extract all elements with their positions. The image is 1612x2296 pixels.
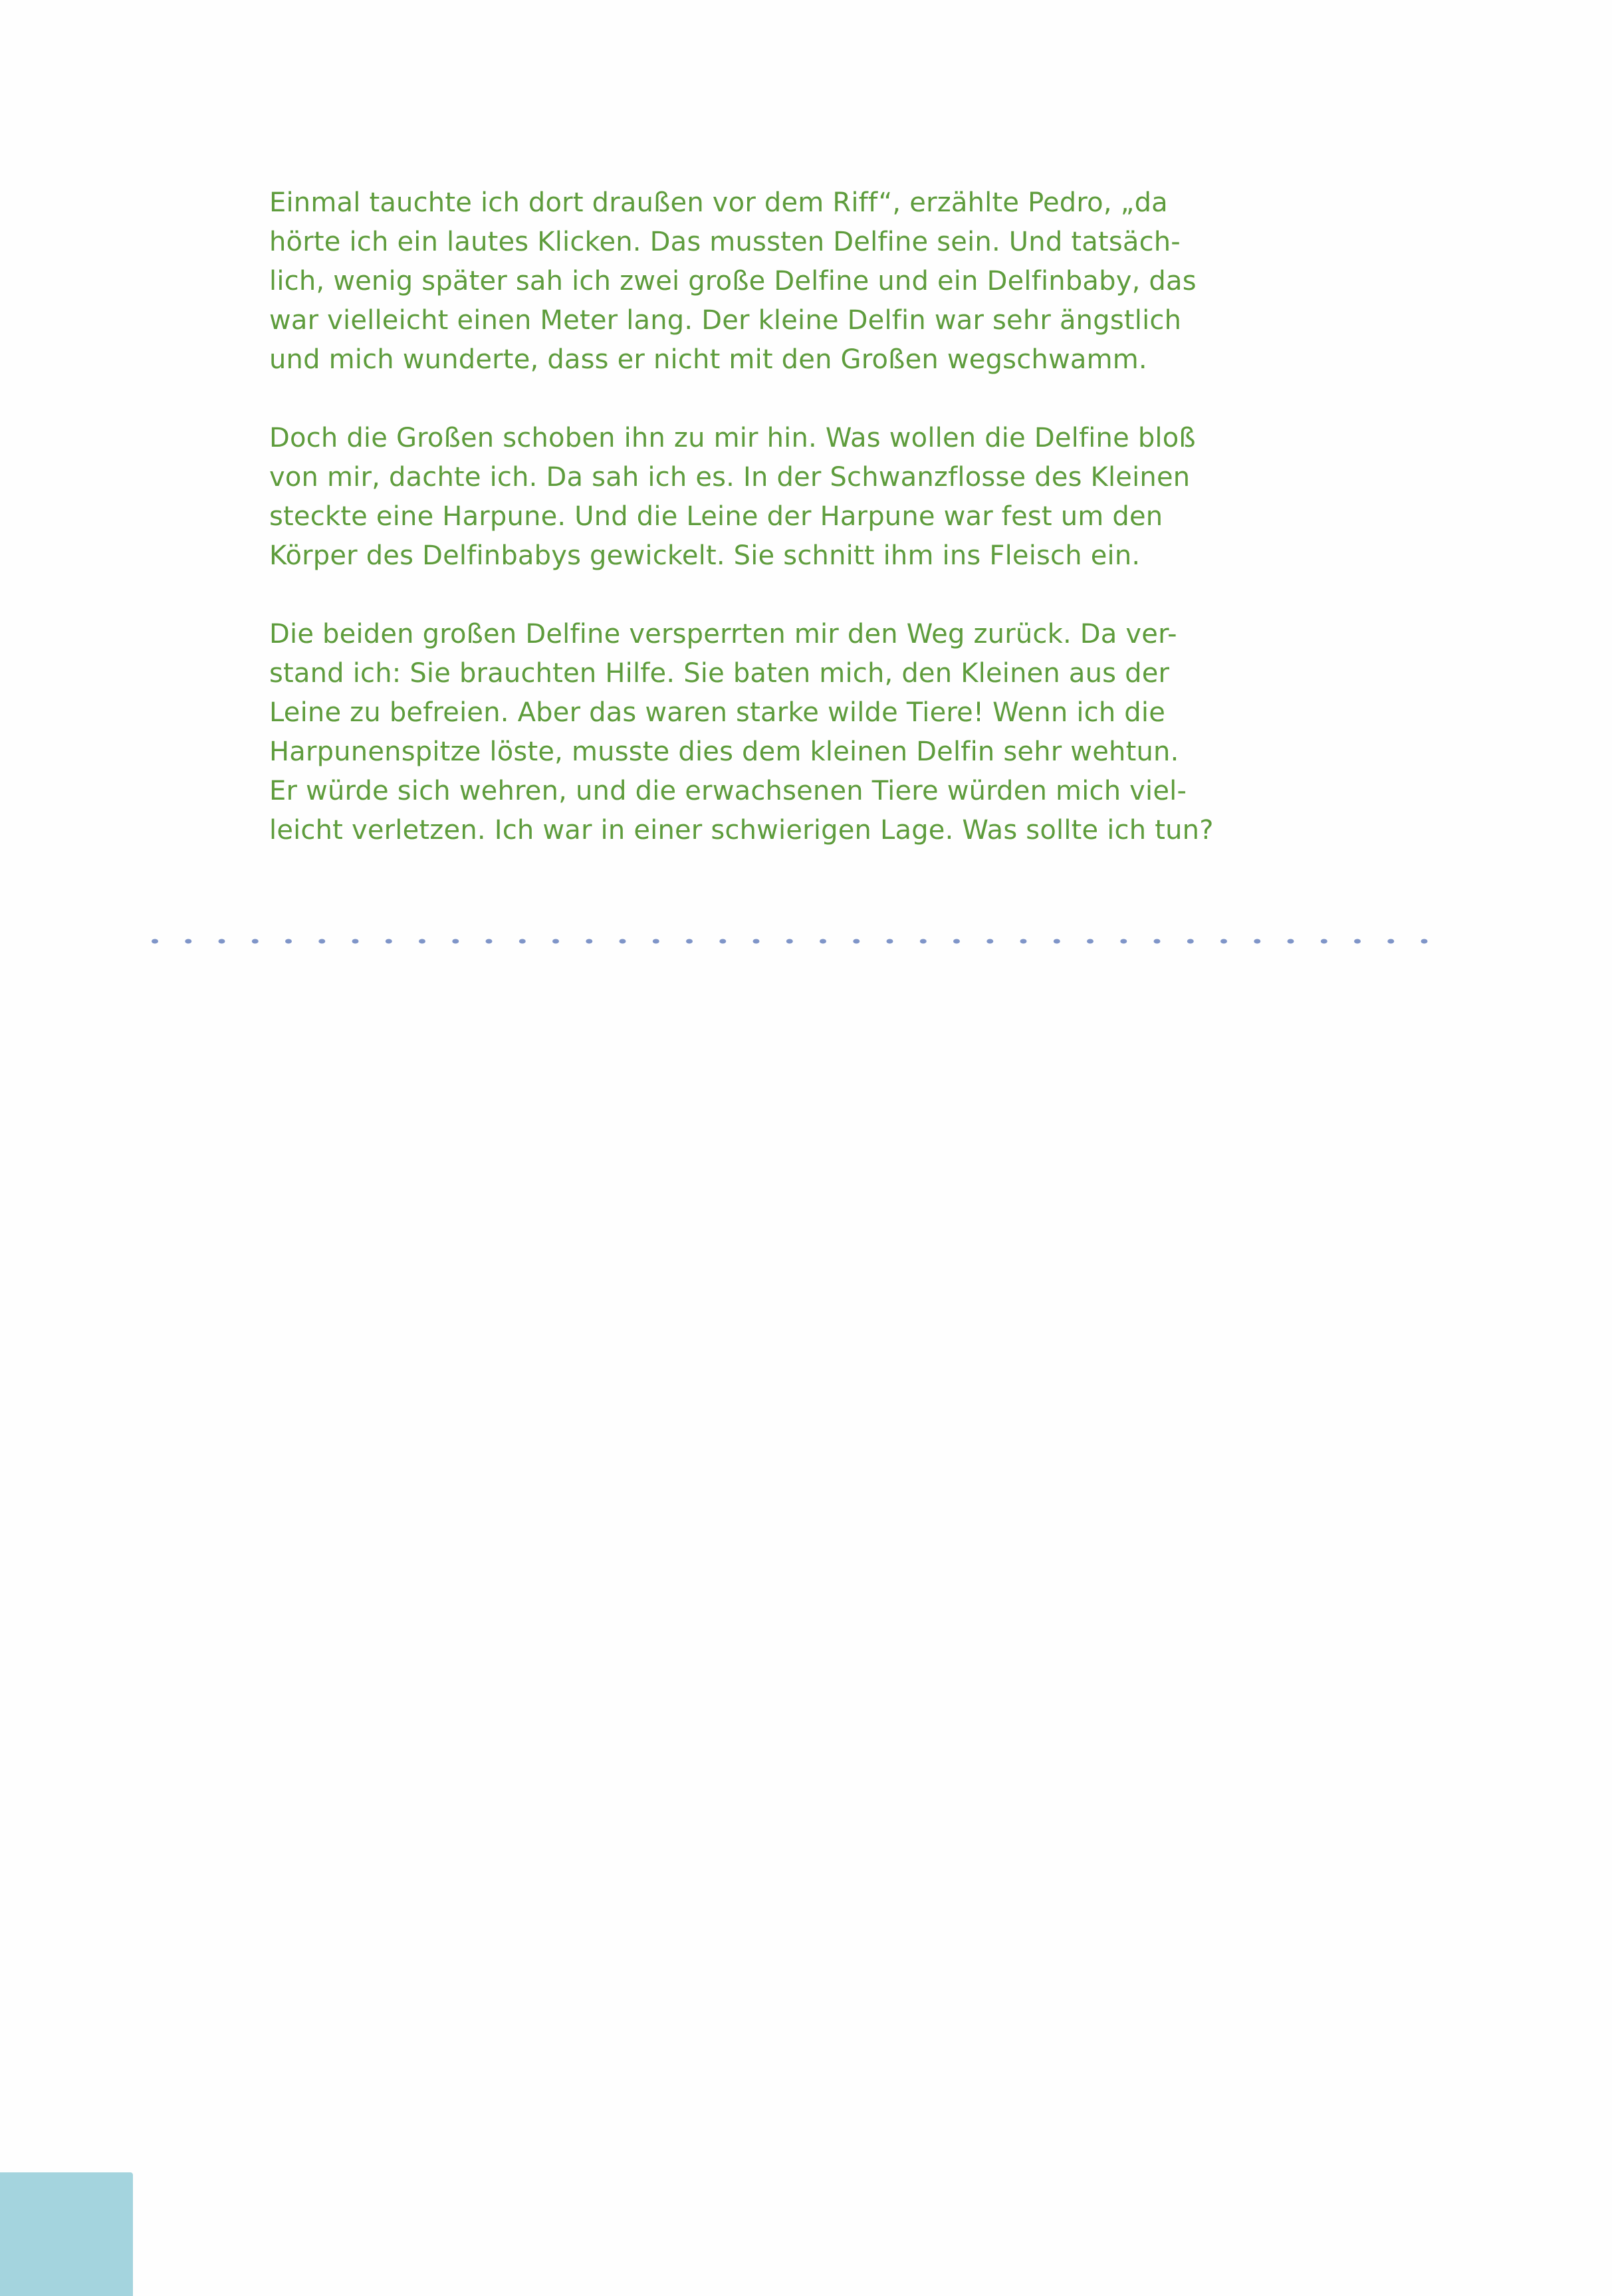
divider-dot [486, 939, 493, 944]
divider-dot [953, 939, 960, 944]
text-line: und mich wunderte, dass er nicht mit den Großen wegschwamm. [269, 344, 1147, 375]
text-line: Die beiden großen Delfine versperrten mir den Weg zurück. Da ver- [269, 619, 1177, 649]
text-line: Harpunenspitze löste, musste dies dem kleinen Delfin sehr wehtun. [269, 737, 1179, 767]
divider-dot [1120, 939, 1127, 944]
divider-dot [185, 939, 191, 944]
divider-dot [653, 939, 659, 944]
divider-dot [219, 939, 225, 944]
divider-dot [419, 939, 425, 944]
divider-dot [152, 939, 158, 944]
text-line: Einmal tauchte ich dort draußen vor dem Riff“, erzählte Pedro, „da [269, 187, 1168, 218]
story-text [269, 183, 1333, 889]
divider-dot [285, 939, 292, 944]
text-line: hörte ich ein lautes Klicken. Das mussten Delfine sein. Und tatsäch- [269, 227, 1181, 257]
divider-dot [318, 939, 325, 944]
divider-dot [1254, 939, 1260, 944]
divider-dot [1087, 939, 1094, 944]
divider-dot [1220, 939, 1227, 944]
text-line: Leine zu befreien. Aber das waren starke wilde Tiere! Wenn ich die [269, 697, 1166, 728]
text-line: lich, wenig später sah ich zwei große Delfine und ein Delfinbaby, das [269, 266, 1197, 296]
dotted-divider [152, 938, 1454, 945]
divider-dot [452, 939, 459, 944]
divider-dot [1421, 939, 1428, 944]
divider-dot [1387, 939, 1394, 944]
divider-dot [1054, 939, 1060, 944]
divider-dot [519, 939, 526, 944]
divider-dot [1288, 939, 1294, 944]
divider-dot [1354, 939, 1361, 944]
text-line: von mir, dachte ich. Da sah ich es. In der Schwanzflosse des Kleinen [269, 462, 1191, 493]
divider-dot [820, 939, 826, 944]
divider-dot [719, 939, 726, 944]
text-line: war vielleicht einen Meter lang. Der kleine Delfin war sehr ängstlich [269, 305, 1182, 336]
divider-dot [586, 939, 592, 944]
divider-dot [386, 939, 392, 944]
divider-dot [620, 939, 626, 944]
divider-dot [352, 939, 359, 944]
divider-dot [1154, 939, 1161, 944]
divider-dot [1321, 939, 1327, 944]
dotted-divider-graphic [152, 938, 1454, 945]
divider-dot [920, 939, 927, 944]
divider-dot [1187, 939, 1194, 944]
text-line: stand ich: Sie brauchten Hilfe. Sie baten mich, den Kleinen aus der [269, 658, 1170, 689]
divider-dot [252, 939, 259, 944]
paragraph-3 [269, 615, 1333, 850]
text-line: steckte eine Harpune. Und die Leine der Harpune war fest um den [269, 501, 1163, 532]
paragraph-2 [269, 419, 1333, 576]
text-line: Körper des Delfinbabys gewickelt. Sie schnitt ihm ins Fleisch ein. [269, 540, 1141, 571]
text-line: Er würde sich wehren, und die erwachsenen Tiere würden mich viel- [269, 776, 1187, 806]
divider-dot [786, 939, 793, 944]
page-edge-tab [0, 2172, 133, 2296]
divider-dot [853, 939, 860, 944]
divider-dot [552, 939, 559, 944]
divider-dot [986, 939, 993, 944]
divider-dot [753, 939, 760, 944]
paragraph-1 [269, 183, 1333, 380]
divider-dot [1020, 939, 1027, 944]
text-line: Doch die Großen schoben ihn zu mir hin. Was wollen die Delfine bloß [269, 423, 1196, 453]
text-line: leicht verletzen. Ich war in einer schwierigen Lage. Was sollte ich tun? [269, 815, 1214, 846]
divider-dot [887, 939, 893, 944]
divider-dot [686, 939, 693, 944]
